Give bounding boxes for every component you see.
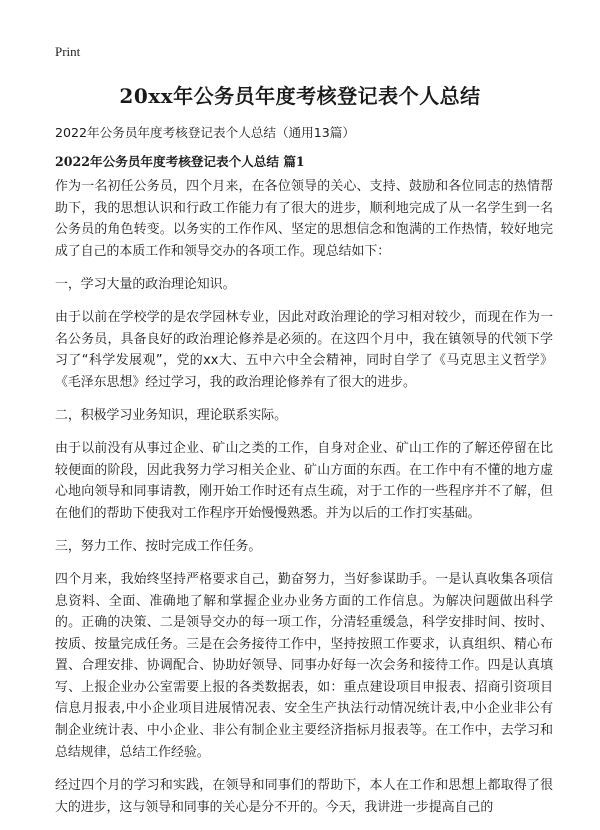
- paragraph-1: 由于以前在学校学的是农学园林专业，因此对政治理论的学习相对较少，而现在作为一名公务员，具备良好的政治理论修养是必须的。在这四个月中，我在镇领导的代领下学习了“科学发展观”，党的xx大、五中六中全会精神，同时自学了《马克思主义哲学》《毛泽东思想》经过学习，我的政治理论修养有了很大的进步。: [55, 309, 553, 390]
- subheading-3: 三，努力工作、按时完成工作任务。: [55, 539, 262, 555]
- paragraph-3: 四个月来，我始终坚持严格要求自己，勤奋努力，当好参谋助手。一是认真收集各项信息资料、全面、准确地了解和掌握企业办业务方面的工作信息。为解决问题做出科学的。正确的决策、二是领导交办的每一项工作，分清轻重缓急，科学安排时间、按时、按质、按量完成任务。三是在会务接待工作中，坚持按照工作要求，认真组织、精心布置、合理安排、协调配合、协助好领导、同事办好每一次会务和接待工作。四是认真填写、上报企业办公室需要上报的各类数据表，如：重点建设项目申报表、招商引资项目信息月报表,中小企业项目进展情况表、安全生产执法行动情况统计表,中小企业非公有制企业统计表、中小企业、非公有制企业主要经济指标月报表等。在工作中，去学习和总结规律，总结工作经验。: [55, 571, 553, 760]
- paragraph-4: 经过四个月的学习和实践，在领导和同事们的帮助下，本人在工作和思想上都取得了很大的进步，这与领导和同事的关心是分不开的。今天，我讲进一步提高自己的: [55, 778, 553, 815]
- document-title: 20xx年公务员年度考核登记表个人总结: [119, 84, 481, 108]
- subheading-1: 一，学习大量的政治理论知识。: [55, 277, 236, 293]
- document-subtitle: 2022年公务员年度考核登记表个人总结（通用13篇）: [55, 125, 355, 140]
- print-link[interactable]: Print: [55, 44, 81, 59]
- subheading-2: 二，积极学习业务知识，理论联系实际。: [55, 408, 288, 424]
- paragraph-2: 由于以前没有从事过企业、矿山之类的工作，自身对企业、矿山工作的了解还停留在比较便面的阶段，因此我努力学习相关企业、矿山方面的东西。在工作中有不懂的地方虚心地向领导和同事请教，刚开始工作时还有点生疏，对于工作的一些程序并不了解，但在他们的帮助下使我对工作程序开始慢慢熟悉。并为以后的工作打实基础。: [55, 440, 553, 521]
- section-heading: 2022年公务员年度考核登记表个人总结 篇1: [55, 154, 305, 169]
- document-body: [55, 176, 553, 830]
- paragraph-intro: 作为一名初任公务员，四个月来，在各位领导的关心、支持、鼓励和各位同志的热情帮助下，我的思想认识和行政工作能力有了很大的进步，顺利地完成了从一名学生到一名公务员的角色转变。以务实的工作作风、坚定的思想信念和饱满的工作热情，较好地完成了自己的本质工作和领导交办的各项工作。现总结如下：: [55, 179, 553, 259]
